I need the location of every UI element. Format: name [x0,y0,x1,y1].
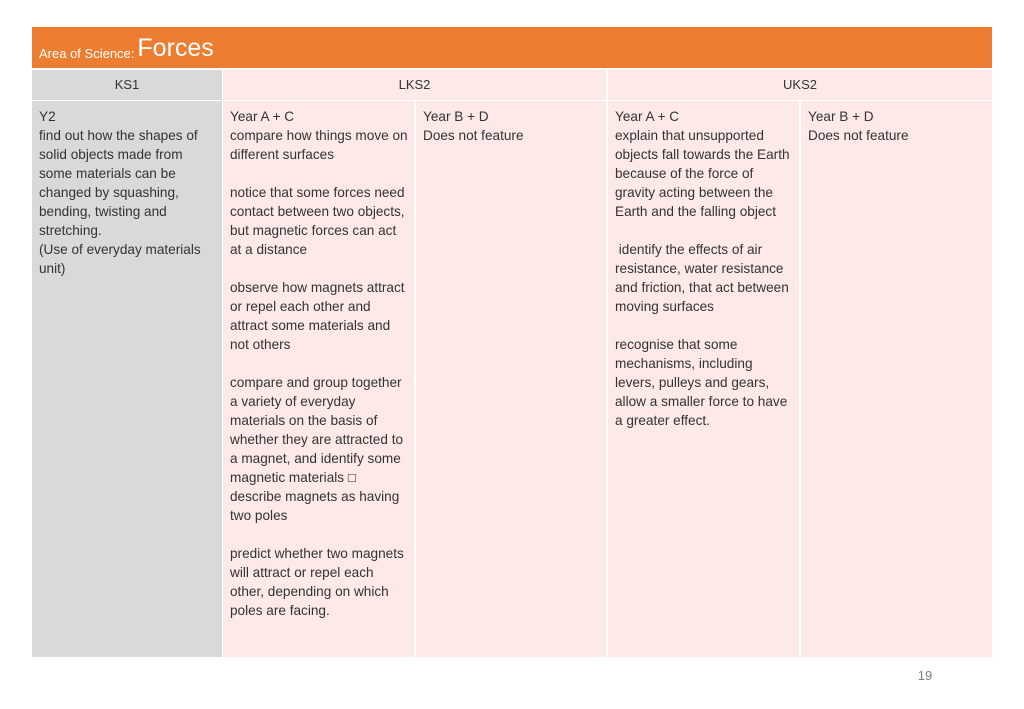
area-of-science-label: Area of Science: [39,46,135,61]
column-header-ks1: KS1 [32,70,222,100]
cell-uks2-year-a-c: Year A + C explain that unsupported objects fall towards the Earth because of the force of gravity acting between the Earth and the falling object identify the effects of air resistance, water resistance and friction, that act between moving surfaces recognise that some mechanisms, including levers, pulleys and gears, allow a smaller force to have a greater effect. [608,101,799,657]
header-bar [32,27,992,68]
column-header-uks2: UKS2 [608,70,992,100]
cell-lks2-year-b-d: Year B + D Does not feature [416,101,606,657]
curriculum-table [32,70,992,657]
cell-uks2-year-b-d: Year B + D Does not feature [801,101,992,657]
page-number: 19 [917,668,933,683]
cell-lks2-year-a-c: Year A + C compare how things move on different surfaces notice that some forces need contact between two objects, but magnetic forces can act at a distance observe how magnets attract or repel each other and attract some materials and not others compare and group together a variety of everyday materials on the basis of whether they are attracted to a magnet, and identify some magnetic materials □ describe magnets as having two poles predict whether two magnets will attract or repel each other, depending on which poles are facing. [223,101,414,657]
page-title: Forces [137,34,214,62]
column-header-lks2: LKS2 [223,70,606,100]
cell-ks1: Y2 find out how the shapes of solid objects made from some materials can be changed by squashing, bending, twisting and stretching. (Use of everyday materials unit) [32,101,222,657]
